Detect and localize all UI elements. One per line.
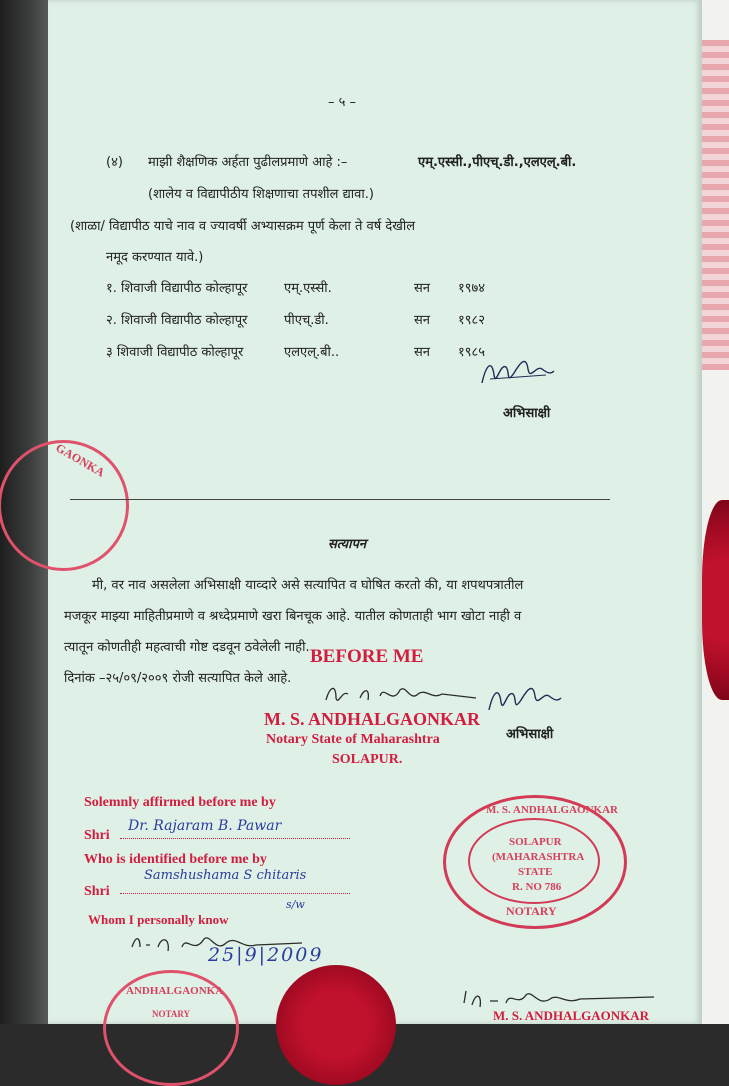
qualification-value: एम्.एस्सी.,पीएच्.डी.,एलएल्.बी. <box>418 155 577 170</box>
affirmation-sw-handwritten: s/w <box>286 898 305 911</box>
deponent-label: अभिसाक्षी <box>503 406 551 421</box>
affirmation-line-5: Whom I personally know <box>88 912 229 927</box>
round-seal-bottom-text: NOTARY <box>506 904 557 918</box>
education-year: १९७४ <box>458 281 486 296</box>
affirmation-date-handwritten: 25|9|2009 <box>208 944 324 966</box>
bottom-left-seal-top: ANDHALGAONKA <box>126 985 224 997</box>
identifier-name-handwritten: Samshushama S chitaris <box>144 868 307 883</box>
round-seal-city: SOLAPUR <box>509 836 562 848</box>
red-wax-seal-right <box>702 500 729 700</box>
deponent-signature-1 <box>476 345 556 395</box>
bottom-notary-stamp: M. S. ANDHALGAONKAR <box>493 1008 650 1023</box>
round-notary-seal <box>443 795 627 929</box>
education-degree: एम्.एस्सी. <box>284 281 332 296</box>
section-number: (४) <box>106 155 123 170</box>
round-seal-state-1: (MAHARASHTRA <box>492 851 585 863</box>
red-wax-seal-bottom <box>276 965 396 1085</box>
affirmant-name-handwritten: Dr. Rajaram B. Pawar <box>128 818 282 834</box>
affirmant-name-line <box>120 838 350 839</box>
verification-title: सत्यापन <box>328 537 367 552</box>
before-me-stamp: BEFORE ME <box>310 646 424 667</box>
notary-title-stamp: Notary State of Maharashtra <box>266 732 440 747</box>
section-label: माझी शैक्षणिक अर्हता पुढीलप्रमाणे आहे :– <box>148 155 348 170</box>
underlying-stamp-paper <box>700 0 729 1024</box>
divider-line <box>70 499 610 500</box>
section-note-1: (शालेय व विद्यापीठीय शिक्षणाचा तपशील द्यावा.) <box>148 187 374 202</box>
round-seal-state-2: STATE <box>518 866 553 878</box>
affirmation-line-1: Solemnly affirmed before me by <box>84 795 276 810</box>
section-note-2: (शाळा/ विद्यापीठ याचे नाव व ज्यावर्षी अभ्यासक्रम पूर्ण केला ते वर्ष देखील <box>70 219 416 234</box>
bottom-left-seal <box>103 970 239 1086</box>
section-note-3: नमूद करण्यात यावे.) <box>106 250 204 265</box>
affirmation-line-3: Who is identified before me by <box>84 852 267 867</box>
stamp-paper-strip <box>700 40 729 370</box>
deponent-label-2: अभिसाक्षी <box>506 727 554 742</box>
notary-signature-1 <box>320 676 480 710</box>
notary-name-stamp: M. S. ANDHALGAONKAR <box>264 709 481 729</box>
verification-line-3: त्यातून कोणतीही महत्वाची गोष्ट दडवून ठवेलेली नाही. <box>64 640 310 655</box>
education-san: सन <box>414 281 431 296</box>
left-notary-seal <box>0 440 129 571</box>
verification-line-1: मी, वर नाव असलेला अभिसाक्षी याव्दारे असे सत्यापित व घोषित करतो की, या शपथपत्रातील <box>92 578 524 593</box>
education-degree: एलएल्.बी.. <box>284 345 340 360</box>
page-number: – ५ – <box>328 95 357 110</box>
affirmation-shri-1: Shri <box>84 828 110 843</box>
verification-line-2: मजकूर माझ्या माहितीप्रमाणे व श्रध्देप्रमाणे खरा बिनचूक आहे. यातील कोणताही भाग खोटा नाही व <box>64 609 522 624</box>
round-seal-regno: R. NO 786 <box>512 881 562 893</box>
education-institution: ३ शिवाजी विद्यापीठ कोल्हापूर <box>106 345 244 360</box>
left-seal-text: GAONKA <box>53 440 108 480</box>
identifier-name-line <box>120 893 350 894</box>
verification-date: दिनांक –२५/०९/२००९ रोजी सत्यापित केले आहे. <box>64 671 292 686</box>
affidavit-page <box>48 0 702 1024</box>
education-institution: २. शिवाजी विद्यापीठ कोल्हापूर <box>106 313 248 328</box>
round-seal-top-text: M. S. ANDHALGAONKAR <box>486 804 619 816</box>
deponent-signature-2 <box>483 672 563 722</box>
bottom-left-seal-bottom: NOTARY <box>152 1009 191 1019</box>
education-year: १९८२ <box>458 313 486 328</box>
affirmation-shri-2: Shri <box>84 884 110 899</box>
education-year: १९८५ <box>458 345 486 360</box>
education-san: सन <box>414 345 431 360</box>
education-degree: पीएच्.डी. <box>284 313 329 328</box>
education-san: सन <box>414 313 431 328</box>
notary-city-stamp: SOLAPUR. <box>332 752 403 767</box>
education-institution: १. शिवाजी विद्यापीठ कोल्हापूर <box>106 281 248 296</box>
